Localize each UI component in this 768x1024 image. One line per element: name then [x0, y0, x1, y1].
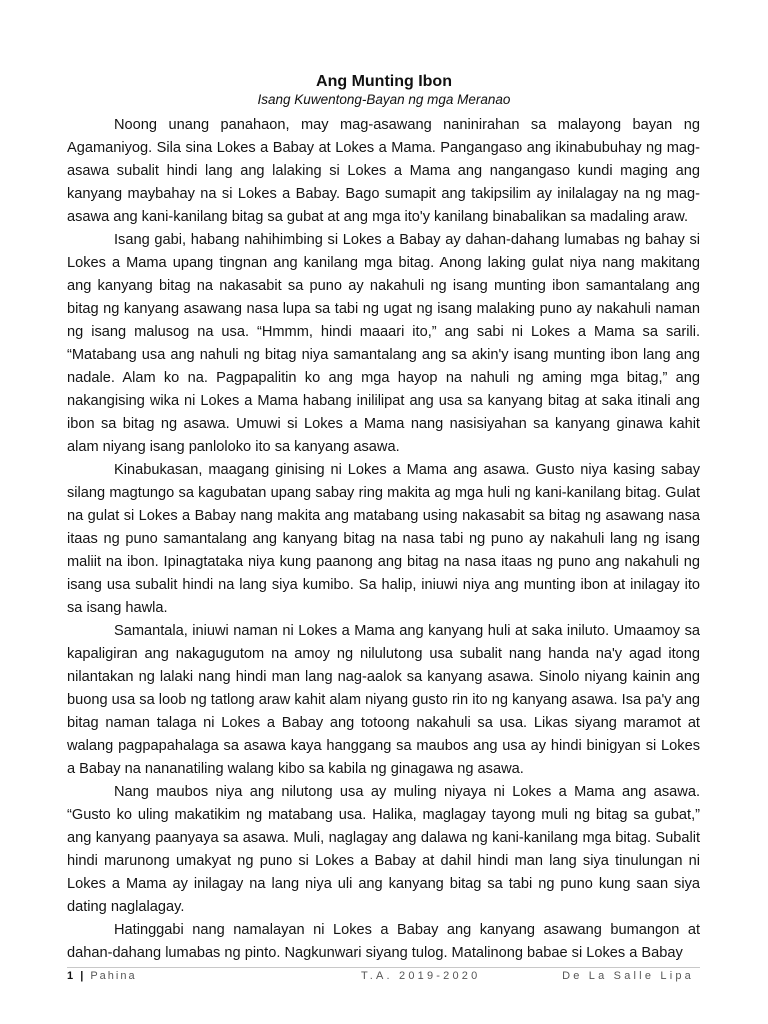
- paragraph-1: Noong unang panahaon, may mag-asawang naninirahan sa malayong bayan ng Agamaniyog. Sila sina Lokes a Babay at Lokes a Mama. Pangangaso ang ikinabubuhay ng mag-asawa subalit hindi lang ang lalaking si Lokes a Mama ang nangangaso kundi maging ang kanyang maybahay na si Lokes a Babay. Bago sumapit ang takipsilim ay inilalagay na ng mag-asawa ang kani-kanilang bitag sa gubat at ang mga ito'y kanilang binabalikan sa madaling araw.: [67, 117, 700, 225]
- paragraph-2: Isang gabi, habang nahihimbing si Lokes a Babay ay dahan-dahang lumabas ng bahay si Lokes a Mama upang tingnan ang kanilang mga bitag. Anong laking gulat niya nang makitang ang kanyang bitag na nakasabit sa puno ay nakahuli ng isang munting ibon samantalang ang bitag ng kanyang asawang nasa lupa sa tabi ng ugat ng isang malaking puno ay nakahuli naman ng isang malusog na usa. “Hmmm, hindi maaari ito,” ang sabi ni Lokes a Mama sa sarili. “Matabang usa ang nahuli ng bitag niya samantalang ang sa akin'y isang munting ibon lang ang nadale. Alam ko na. Pagpapalitin ko ang mga hayop na nahuli ng aming mga bitag,” ang nakangising wika ni Lokes a Mama habang inililipat ang usa sa kanyang bitag at saka itinali ang ibon sa bitag ng asawa. Umuwi si Lokes a Mama nang nasisiyahan sa kanyang ginawa kahit alam niyang isang panloloko ito sa kanyang asawa.: [67, 232, 700, 455]
- paragraph-3: Kinabukasan, maagang ginising ni Lokes a Mama ang asawa. Gusto niya kasing sabay silang magtungo sa kagubatan upang sabay ring makita ag mga huli ng kani-kanilang bitag. Gulat na gulat si Lokes a Babay nang makita ang matabang using nakasabit sa bitag ng asawang nasa itaas ng puno samantalang ang kanyang bitag na nasa tabi ng puno ay nakahuli lang ng isang maliit na ibon. Ipinagtataka niya kung paanong ang bitag na nasa itaas ng puno ang nakahuli ng isang usa subalit hindi na lang siya kumibo. Sa halip, iniuwi niya ang munting ibon at inilagay ito sa isang hawla.: [67, 462, 700, 616]
- school-name: De La Salle Lipa: [562, 970, 694, 982]
- document-subtitle: Isang Kuwentong-Bayan ng mga Meranao: [257, 92, 511, 107]
- footer-divider: [67, 967, 700, 968]
- document-body: [67, 114, 700, 965]
- page-footer: [67, 970, 700, 986]
- paragraph-4: Samantala, iniuwi naman ni Lokes a Mama ang kanyang huli at saka iniluto. Umaamoy sa kapaligiran ang nakagugutom na amoy ng nilulutong usa subalit nang handa na'y agad itong nilantakan ng lalaki nang hindi man lang nag-aalok sa kanyang asawa. Sinolo niyang kainin ang buong usa sa loob ng tatlong araw kahit alam niyang gusto rin ito ng kanyang asawa. Isa pa'y ang bitag naman talaga ni Lokes a Babay ang totoong nakahuli sa usa. Likas siyang maramot at walang pagpapahalaga sa asawa kaya hanggang sa maubos ang usa ay hindi binigyan si Lokes a Babay na nananatiling walang kibo sa kabila ng ginagawa ng asawa.: [67, 623, 700, 777]
- footer-separator: |: [80, 970, 86, 982]
- page-number: 1: [67, 970, 76, 982]
- paragraph-6: Hatinggabi nang namalayan ni Lokes a Babay ang kanyang asawang bumangon at dahan-dahang lumabas ng pinto. Nagkunwari siyang tulog. Matalinong babae si Lokes a Babay: [67, 922, 700, 961]
- school-year: T.A. 2019-2020: [361, 970, 481, 982]
- page-label: Pahina: [90, 970, 137, 982]
- document-title: Ang Munting Ibon: [316, 73, 452, 90]
- footer-page-info: [67, 970, 137, 982]
- paragraph-5: Nang maubos niya ang nilutong usa ay muling niyaya ni Lokes a Mama ang asawa. “Gusto ko uling makatikim ng matabang usa. Halika, maglagay tayong muli ng bitag sa gubat,” ang kanyang paanyaya sa asawa. Muli, naglagay ang dalawa ng kani-kanilang mga bitag. Subalit hindi marunong umakyat ng puno si Lokes a Babay at dahil hindi man lang siya tinulungan ni Lokes a Mama ay inilagay na lang niya uli ang kanyang bitag sa tabi ng puno kung saan siya dating naglalagay.: [67, 784, 700, 915]
